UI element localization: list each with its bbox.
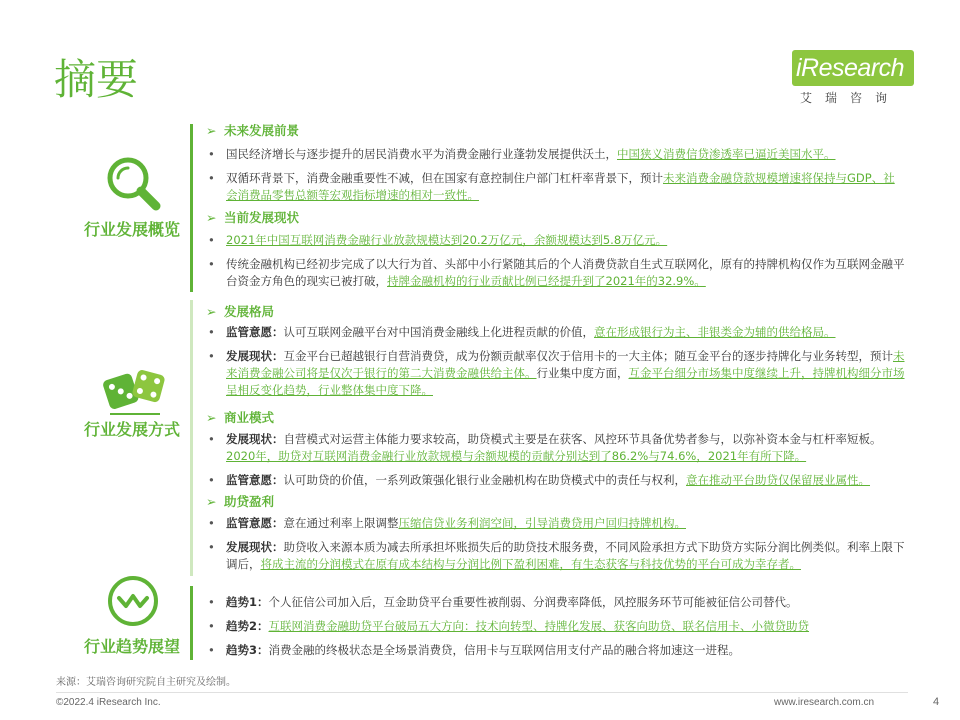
trend-wave-icon — [106, 574, 160, 628]
heading-label: 发展格局 — [224, 304, 275, 319]
bullet-text: 双循环背景下，消费金融重要性不减，但在国家有意控制住户部门杠杆率背景下，预计 — [226, 171, 663, 185]
bullet-text: 国民经济增长与逐步提升的居民消费水平为消费金融行业蓬勃发展提供沃土， — [226, 147, 617, 161]
bullet-text: 传统金融机构已经初步完成了以大行为首、头部中小行紧随其后的个人消费贷款自生式互联网化，原有的持牌机构仅作为互联网金融平台资金方角色的现实已被打破， — [226, 257, 905, 288]
mode-heading-3 — [206, 493, 274, 511]
bullet-highlight: 2020年，助贷对互联网消费金融行业放款规模与余额规模的贡献分别达到了86.2%与74.6%，2021年有所下降。 — [226, 449, 807, 463]
bullet-lead: 发展现状： — [226, 540, 284, 554]
overview-heading-2 — [206, 209, 299, 227]
logo-text: iResearch — [796, 54, 905, 82]
bullet-item — [206, 642, 906, 659]
bullet-highlight: 中国狭义消费信贷渗透率已逼近美国水平。 — [617, 147, 836, 161]
bullet-highlight: 互金平台细分市场集中度继续上升，持牌机构细分市场呈相反变化趋势，行业整体集中度下降。 — [226, 366, 905, 397]
heading-label: 未来发展前景 — [224, 123, 300, 138]
overview-divider — [190, 124, 193, 292]
bullet-item — [206, 170, 906, 204]
bullet-text: 认可互联网金融平台对中国消费金融线上化进程贡献的价值， — [283, 325, 594, 339]
bullet-item — [206, 324, 906, 341]
bullet-item — [206, 594, 906, 611]
bullet-text: 个人征信公司加入后，互金助贷平台重要性被削弱、分润费率降低，风控服务环节可能被征信公司替代。 — [268, 595, 798, 609]
bullet-highlight: 意在形成银行为主、非银类金为辅的供给格局。 — [594, 325, 836, 339]
bullet-item — [206, 146, 906, 163]
bullet-item — [206, 515, 906, 532]
bullet-item — [206, 431, 906, 465]
overview-title: 行业发展概览 — [83, 220, 180, 239]
copyright: ©2022.4 iResearch Inc. — [56, 697, 161, 708]
mode-title: 行业发展方式 — [83, 420, 180, 439]
heading-label: 助贷盈利 — [224, 494, 275, 509]
heading-label: 当前发展现状 — [224, 210, 300, 225]
page-number: 4 — [933, 696, 940, 708]
page-title: 摘要 — [54, 55, 139, 104]
bullet-item — [206, 472, 906, 489]
heading-label: 商业模式 — [224, 410, 275, 425]
logo-box — [792, 50, 914, 86]
trend-title: 行业趋势展望 — [83, 637, 180, 656]
bullet-item — [206, 256, 906, 290]
arrow-right-icon: ➢ — [206, 410, 217, 425]
logo — [792, 50, 914, 108]
bullet-lead: 发展现状： — [226, 432, 284, 446]
arrow-right-icon: ➢ — [206, 210, 217, 225]
bullet-text: 消费金融的终极状态是全场景消费贷，信用卡与互联网信用支付产品的融合将加速这一进程。 — [268, 643, 741, 657]
bullet-highlight: 未来消费金融公司将是仅次于银行的第二大消费金融供给主体。 — [226, 349, 905, 380]
bullet-lead: 趋势3： — [226, 643, 269, 657]
bullet-highlight: 将成主流的分润模式在原有成本结构与分润比例下盈利困难，有生态获客与科技优势的平台可成为幸存者。 — [260, 557, 801, 571]
bullet-lead: 趋势2： — [226, 619, 269, 633]
bullet-lead: 监管意愿： — [226, 516, 284, 530]
bullet-text: 认可助贷的价值，一系列政策强化银行业金融机构在助贷模式中的责任与权利， — [283, 473, 686, 487]
arrow-right-icon: ➢ — [206, 304, 217, 319]
bullet-text: 互金平台已超越银行自营消费贷，成为份额贡献率仅次于信用卡的一大主体；随互金平台的逐步持牌化与业务转型，预计 — [283, 349, 893, 363]
bullet-lead: 监管意愿： — [226, 473, 284, 487]
magnifier-icon — [98, 150, 168, 220]
bullet-item — [206, 348, 906, 399]
bullet-text: 意在通过利率上限调整 — [283, 516, 399, 530]
bullet-lead: 趋势1： — [226, 595, 269, 609]
mode-heading-1 — [206, 303, 274, 321]
bullet-highlight: 2021年中国互联网消费金融行业放款规模达到20.2万亿元，余额规模达到5.8万亿元。 — [226, 233, 668, 247]
bullet-highlight: 互联网消费金融助贷平台破局五大方向：技术向转型、持牌化发展、获客向助贷、联名信用卡、小微贷助贷 — [268, 619, 810, 633]
bullet-text: 行业集中度方面， — [536, 366, 629, 380]
mode-heading-2 — [206, 409, 274, 427]
arrow-right-icon: ➢ — [206, 494, 217, 509]
bullet-text: 自营模式对运营主体能力要求较高，助贷模式主要是在获客、风控环节具备优势者参与，以弥补资本金与杠杆率短板。 — [283, 432, 882, 446]
bullet-text: 助贷收入来源本质为减去所承担坏账损失后的助贷技术服务费，不同风险承担方式下助贷方实际分润比例类似。利率上限下调后， — [226, 540, 905, 571]
bullet-lead: 监管意愿： — [226, 325, 284, 339]
bullet-highlight: 压缩信贷业务利润空间，引导消费贷用户回归持牌机构。 — [398, 516, 686, 530]
bullet-highlight: 未来消费金融贷款规模增速将保持与GDP、社会消费品零售总额等宏观指标增速的相对一致性。 — [226, 171, 895, 202]
bullet-lead: 发展现状： — [226, 349, 284, 363]
overview-heading-1 — [206, 122, 299, 140]
bullet-item — [206, 539, 906, 573]
dice-icon — [100, 352, 170, 422]
bullet-item — [206, 618, 906, 635]
bullet-highlight: 意在推动平台助贷仅保留展业属性。 — [686, 473, 870, 487]
arrow-right-icon: ➢ — [206, 123, 217, 138]
logo-subtitle: 艾瑞咨询 — [800, 91, 901, 105]
footer-divider — [56, 692, 908, 693]
bullet-highlight: 持牌金融机构的行业贡献比例已经提升到了2021年的32.9%。 — [387, 274, 706, 288]
source-note: 来源：艾瑞咨询研究院自主研究及绘制。 — [56, 677, 236, 688]
bullet-item — [206, 232, 906, 249]
site-url[interactable]: www.iresearch.com.cn — [774, 697, 875, 708]
